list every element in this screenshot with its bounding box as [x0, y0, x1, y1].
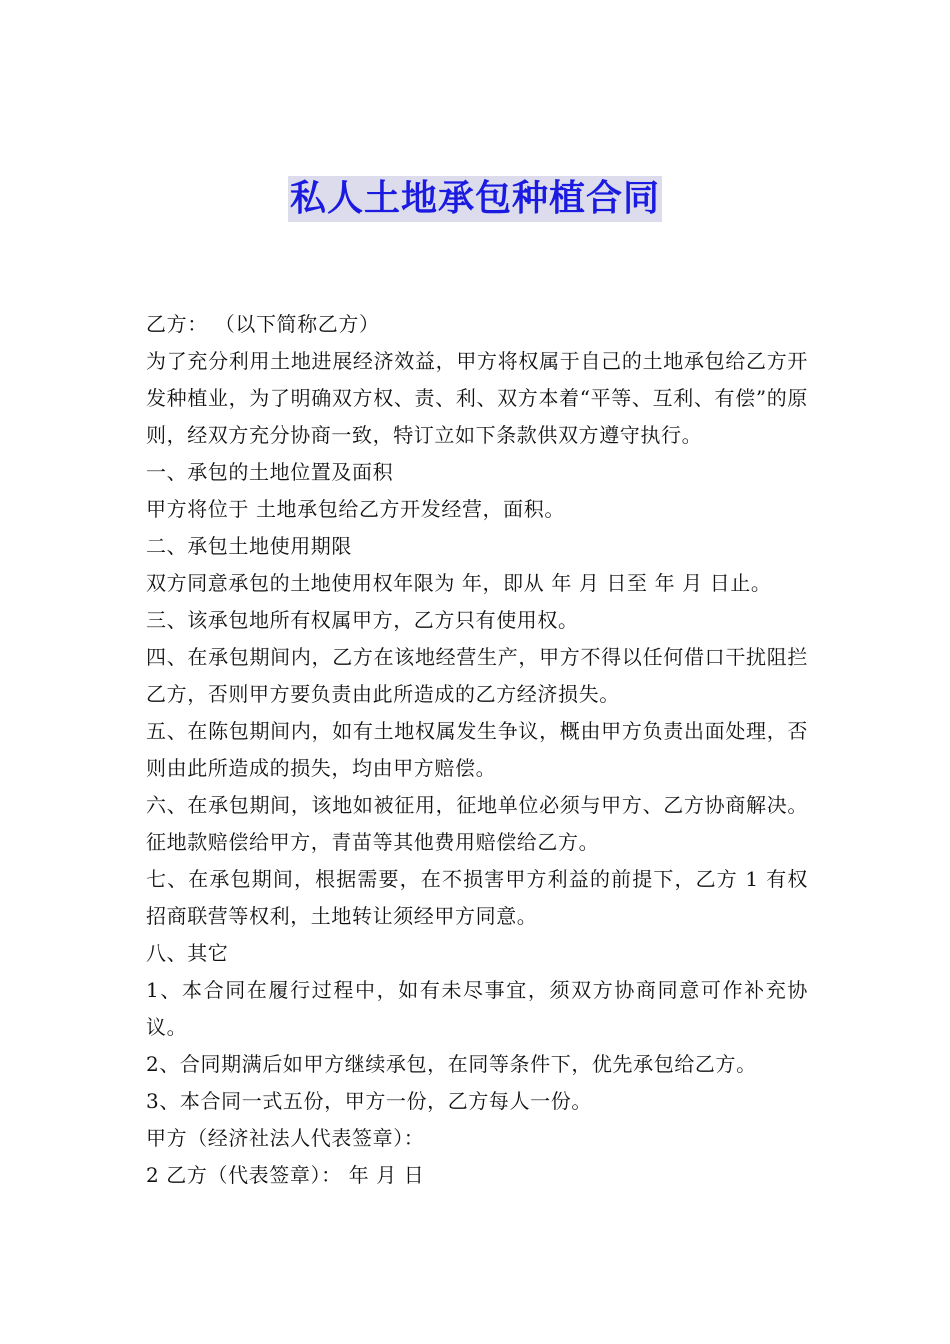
section-4-text: 四、在承包期间内，乙方在该地经营生产，甲方不得以任何借口干扰阻拦乙方，否则甲方要负责由此所造成的乙方经济损失。 — [146, 645, 808, 706]
preamble-paragraph: 为了充分利用土地进展经济效益，甲方将权属于自己的土地承包给乙方开发种植业，为了明确双方权、责、利、双方本着“平等、互利、有偿”的原则，经双方充分协商一致，特订立如下条款供双方遵守执行。 — [146, 349, 808, 447]
section-3-text: 三、该承包地所有权属甲方，乙方只有使用权。 — [146, 608, 579, 632]
section-2-text: 双方同意承包的土地使用权年限为 年，即从 年 月 日至 年 月 日止。 — [146, 571, 772, 595]
document-title: 私人土地承包种植合同 — [288, 176, 662, 222]
section-1-text: 甲方将位于 土地承包给乙方开发经营，面积。 — [146, 497, 565, 521]
section-8-heading: 八、其它 — [146, 941, 229, 965]
contract-body — [146, 306, 808, 1194]
section-7-text: 七、在承包期间，根据需要，在不损害甲方利益的前提下，乙方 1 有权招商联营等权利，土地转让须经甲方同意。 — [146, 867, 808, 928]
section-6-text: 六、在承包期间，该地如被征用，征地单位必须与甲方、乙方协商解决。征地款赔偿给甲方，青苗等其他费用赔偿给乙方。 — [146, 793, 808, 854]
clause-2-text: 2、合同期满后如甲方继续承包，在同等条件下，优先承包给乙方。 — [146, 1052, 757, 1076]
section-1-heading: 一、承包的土地位置及面积 — [146, 460, 394, 484]
clause-3-text: 3、本合同一式五份，甲方一份，乙方每人一份。 — [146, 1089, 592, 1113]
party-b-signature-line: 2 乙方（代表签章）： 年 月 日 — [146, 1163, 425, 1187]
section-5-text: 五、在陈包期间内，如有土地权属发生争议，概由甲方负责出面处理，否则由此所造成的损失，均由甲方赔偿。 — [146, 719, 808, 780]
title-container — [0, 176, 950, 222]
party-b-intro: 乙方： （以下简称乙方） — [146, 312, 380, 336]
party-a-signature-line: 甲方（经济社法人代表签章）： — [146, 1126, 425, 1150]
section-2-heading: 二、承包土地使用期限 — [146, 534, 352, 558]
clause-1-text: 1、本合同在履行过程中，如有未尽事宜，须双方协商同意可作补充协议。 — [146, 978, 808, 1039]
